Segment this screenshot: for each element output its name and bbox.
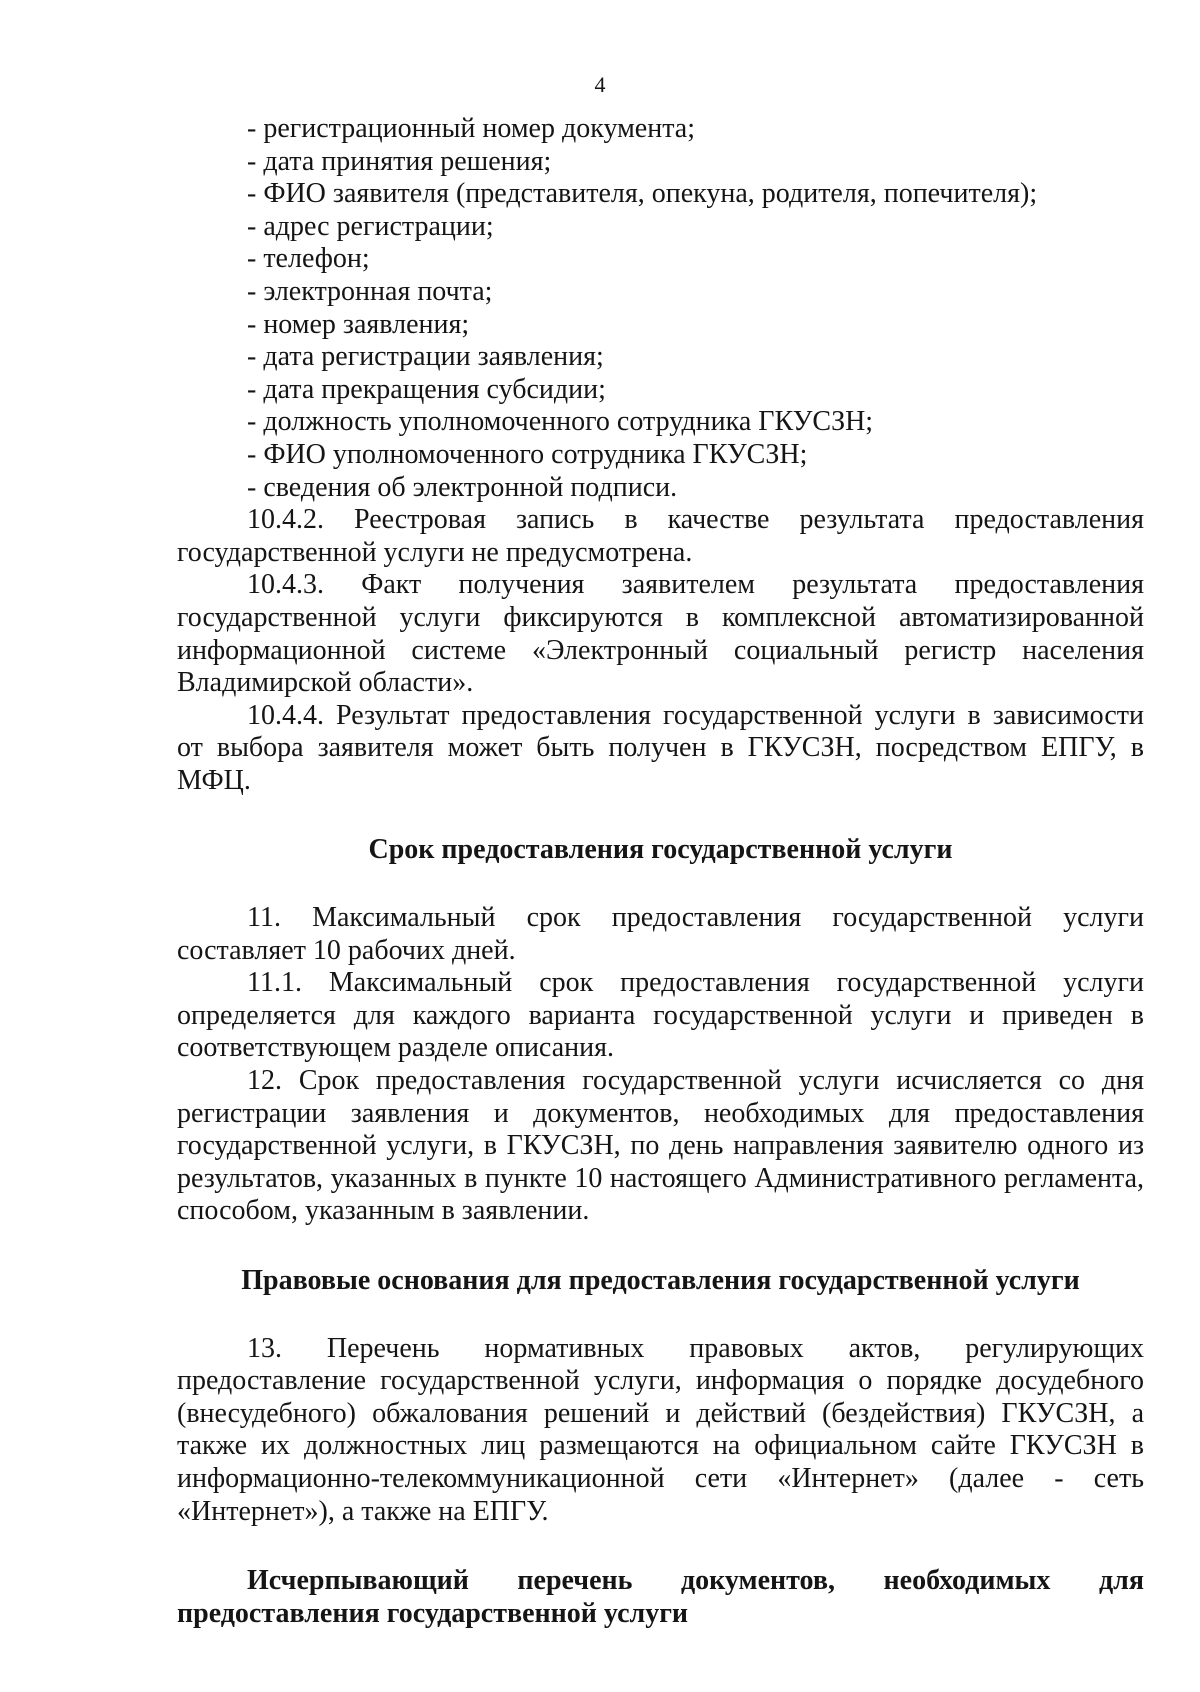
list-item: - дата прекращения субсидии; <box>247 373 606 405</box>
paragraph-13: 13. Перечень нормативных правовых актов, регулирующих предоставление государственной услуги, информация о порядке досудебного (внесудебного) обжалования решений и действий (бездействия) ГКУСЗН, а также их должностных лиц размещаются на официальном сайте ГКУСЗН в информационно-телекоммуникационной сети «Интернет» (далее - сеть «Интернет»), а также на ЕПГУ. <box>177 1332 1144 1527</box>
list-item: - ФИО уполномоченного сотрудника ГКУСЗН; <box>247 438 808 470</box>
list-item: - телефон; <box>247 243 370 275</box>
list-item: - ФИО заявителя (представителя, опекуна, родителя, попечителя); <box>247 178 1038 210</box>
paragraph-10-4-2: 10.4.2. Реестровая запись в качестве результата предоставления государственной услуги не предусмотрена. <box>177 504 1144 568</box>
paragraph-11: 11. Максимальный срок предоставления государственной услуги составляет 10 рабочих дней. <box>177 902 1144 966</box>
list-item: - номер заявления; <box>247 308 470 340</box>
section-heading-pravovye-block <box>177 1265 1144 1298</box>
paragraph-12: 12. Срок предоставления государственной услуги исчисляется со дня регистрации заявления и документов, необходимых для предоставления государственной услуги, в ГКУСЗН, по день направления заявителю одного из результатов, указанных в пункте 10 настоящего Административного регламента, способом, указанным в заявлении. <box>177 1065 1144 1227</box>
list-item: - сведения об электронной подписи. <box>247 471 678 503</box>
list-item: - дата регистрации заявления; <box>247 341 604 373</box>
list-item: - электронная почта; <box>247 275 493 307</box>
result-fields-list <box>177 113 1144 504</box>
paragraph-10-4-3: 10.4.3. Факт получения заявителем результата предоставления государственной услуги фиксируются в комплексной автоматизированной информационной системе «Электронный социальный регистр населения Владимирской области». <box>177 569 1144 699</box>
paragraph-11-1: 11.1. Максимальный срок предоставления государственной услуги определяется для каждого варианта государственной услуги и приведен в соответствующем разделе описания. <box>177 967 1144 1064</box>
list-item: - должность уполномоченного сотрудника ГКУСЗН; <box>247 406 874 438</box>
section-heading-pravovye: Правовые основания для предоставления государственной услуги <box>241 1265 1080 1296</box>
list-item: - дата принятия решения; <box>247 145 552 177</box>
page-number: 4 <box>594 72 606 97</box>
section-heading-srok-block <box>177 834 1144 867</box>
page-content <box>177 113 1144 1630</box>
list-item: - адрес регистрации; <box>247 210 494 242</box>
paragraph-10-4-4: 10.4.4. Результат предоставления государственной услуги в зависимости от выбора заявителя может быть получен в ГКУСЗН, посредством ЕПГУ, в МФЦ. <box>177 699 1144 796</box>
section-heading-perechen: Исчерпывающий перечень документов, необходимых для предоставления государственной услуги <box>177 1565 1144 1629</box>
section-heading-srok: Срок предоставления государственной услуги <box>368 834 953 866</box>
list-item: - регистрационный номер документа; <box>247 113 695 144</box>
